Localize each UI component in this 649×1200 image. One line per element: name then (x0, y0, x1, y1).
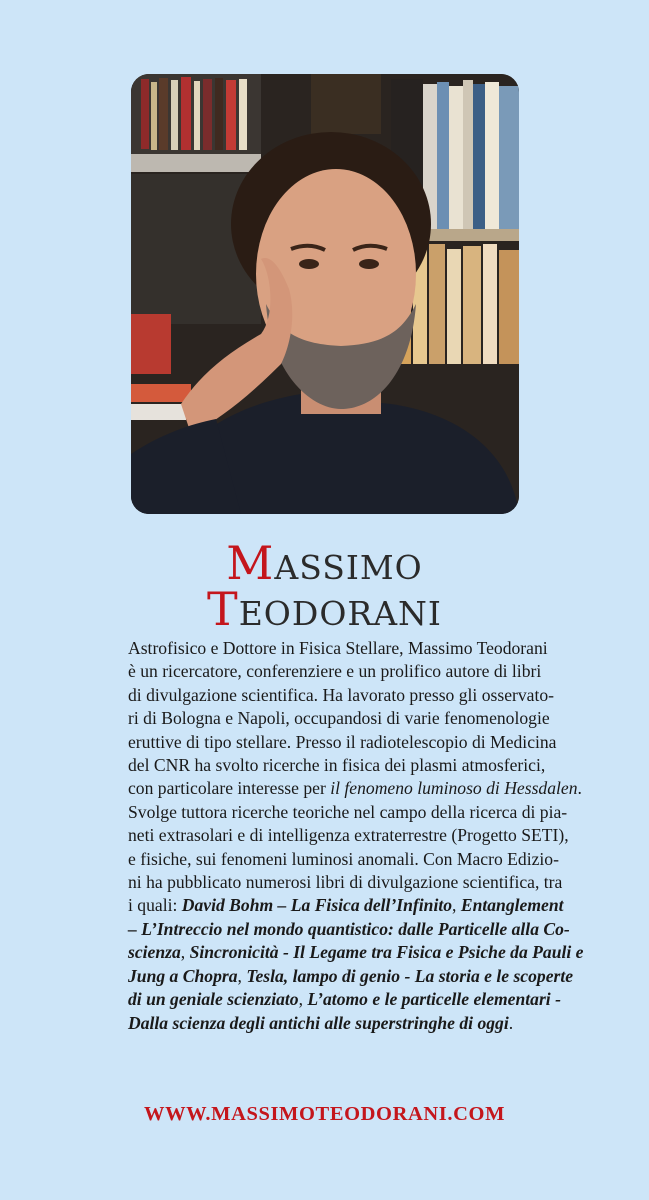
author-photo (131, 74, 519, 514)
bio-text: Svolge tuttora ricerche teoriche nel campo della ricerca di pia- (128, 801, 568, 822)
book-title: – L’Intreccio nel mondo quantistico: dalle Particelle alla Co- (128, 918, 570, 939)
bio-text: i quali: (128, 895, 182, 916)
book-title: Sincronicità - Il Legame tra Fisica e Psiche da Pauli e (189, 942, 584, 963)
author-website: WWW.MASSIMOTEODORANI.COM (143, 1103, 506, 1125)
bio-line (128, 684, 555, 707)
bio-text: ri di Bologna e Napoli, occupandosi di varie fenomenologie (128, 708, 550, 729)
bio-text: eruttive di tipo stellare. Presso il radiotelescopio di Medicina (128, 731, 557, 752)
bio-text: è un ricercatore, conferenziere e un prolifico autore di libri (128, 661, 542, 682)
bio-line (128, 918, 570, 941)
book-title: David Bohm – La Fisica dell’Infinito (181, 895, 453, 916)
last-name-rest: EODORANI (238, 594, 442, 633)
bio-text: , (180, 942, 190, 963)
bio-line (128, 801, 568, 824)
book-title: scienza (128, 942, 181, 963)
book-title: Entanglement (460, 895, 564, 916)
bio-text: neti extrasolari e di intelligenza extraterrestre (Progetto SETI), (128, 825, 569, 846)
bio-line (128, 848, 559, 871)
book-title: Jung a Chopra (128, 965, 238, 986)
bio-line (128, 941, 584, 964)
bio-text: . (508, 1012, 514, 1033)
book-title: Tesla, lampo di genio - La storia e le scoperte (246, 965, 574, 986)
bio-line (128, 1012, 520, 1035)
emphasis-text: il fenomeno luminoso di Hessdalen (330, 778, 578, 799)
book-title: L’atomo e le particelle elementari - (307, 989, 561, 1010)
bio-text: , (237, 965, 247, 986)
bio-text: e fisiche, sui fenomeni luminosi anomali. Con Macro Edizio- (128, 848, 559, 869)
bio-text: ni ha pubblicato numerosi libri di divulgazione scientifica, tra (128, 872, 563, 893)
bio-line (128, 988, 561, 1011)
first-name-initial: M (226, 536, 275, 590)
bio-line (128, 777, 582, 800)
bio-text: , (298, 989, 308, 1010)
bio-line (128, 754, 546, 777)
bio-line (128, 660, 542, 683)
first-name-rest: ASSIMO (274, 548, 423, 587)
last-name-initial: T (207, 582, 239, 636)
bio-text: , (452, 895, 461, 916)
author-biography (128, 637, 584, 1035)
author-last-name (0, 582, 649, 636)
bio-line (128, 871, 563, 894)
bio-text: con particolare interesse per (128, 778, 331, 799)
book-title: di un geniale scienziato (128, 989, 299, 1010)
book-title: Dalla scienza degli antichi alle superstringhe di oggi (128, 1012, 509, 1033)
bio-line (128, 965, 574, 988)
bio-text: di divulgazione scientifica. Ha lavorato presso gli osservato- (128, 684, 555, 705)
bio-text: Astrofisico e Dottore in Fisica Stellare, Massimo Teodorani (128, 638, 548, 658)
bio-line (128, 824, 569, 847)
bio-line (128, 707, 550, 730)
bio-text: del CNR ha svolto ricerche in fisica dei plasmi atmosferici, (128, 755, 546, 776)
author-portrait-illustration (131, 74, 519, 514)
bio-text: . (577, 778, 582, 799)
bio-line (128, 731, 557, 754)
bio-line (128, 637, 548, 660)
bio-line (128, 894, 564, 917)
